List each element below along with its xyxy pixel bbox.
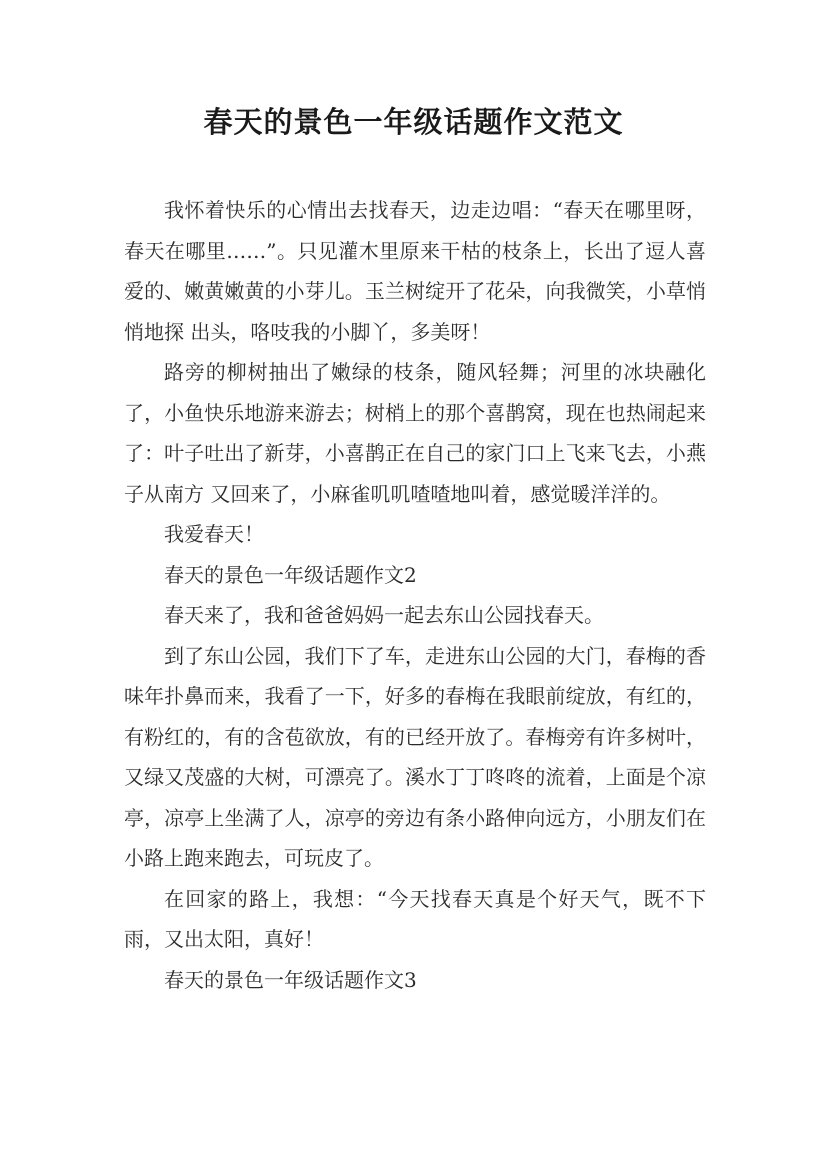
document-body	[124, 190, 706, 1000]
document-title: 春天的景色一年级话题作文范文	[203, 105, 624, 139]
section-heading-2: 春天的景色一年级话题作文2	[164, 562, 417, 587]
paragraph-1: 我怀着快乐的心情出去找春天，边走边唱：“春天在哪里呀，春天在哪里……”。只见灌木里原来干枯的枝条上，长出了逗人喜爱的、嫩黄嫩黄的小芽儿。玉兰树绽开了花朵，向我微笑，小草悄悄地探 出头，咯吱我的小脚丫，多美呀！	[124, 198, 706, 344]
paragraph-2: 路旁的柳树抽出了嫩绿的枝条，随风轻舞；河里的冰块融化了，小鱼快乐地游来游去；树梢上的那个喜鹊窝，现在也热闹起来了：叶子吐出了新芽，小喜鹊正在自己的家门口上飞来飞去，小燕子从南方 又回来了，小麻雀叽叽喳喳地叫着，感觉暖洋洋的。	[124, 360, 706, 506]
section-heading-3: 春天的景色一年级话题作文3	[164, 967, 417, 992]
paragraph-6: 在回家的路上，我想：“今天找春天真是个好天气，既不下雨，又出太阳，真好！	[124, 886, 706, 951]
paragraph-4: 春天来了，我和爸爸妈妈一起去东山公园找春天。	[164, 603, 604, 627]
paragraph-3: 我爱春天！	[164, 522, 264, 546]
paragraph-5: 到了东山公园，我们下了车，走进东山公园的大门，春梅的香味年扑鼻而来，我看了一下，好多的春梅在我眼前绽放，有红的，有粉红的，有的含苞欲放，有的已经开放了。春梅旁有许多树叶， 又绿又茂盛的大树，可漂亮了。溪水丁丁咚咚的流着，上面是个凉亭，凉亭上坐满了人，凉亭的旁边有条小路伸向远方，小朋友们在小路上跑来跑去，可玩皮了。	[124, 643, 706, 870]
